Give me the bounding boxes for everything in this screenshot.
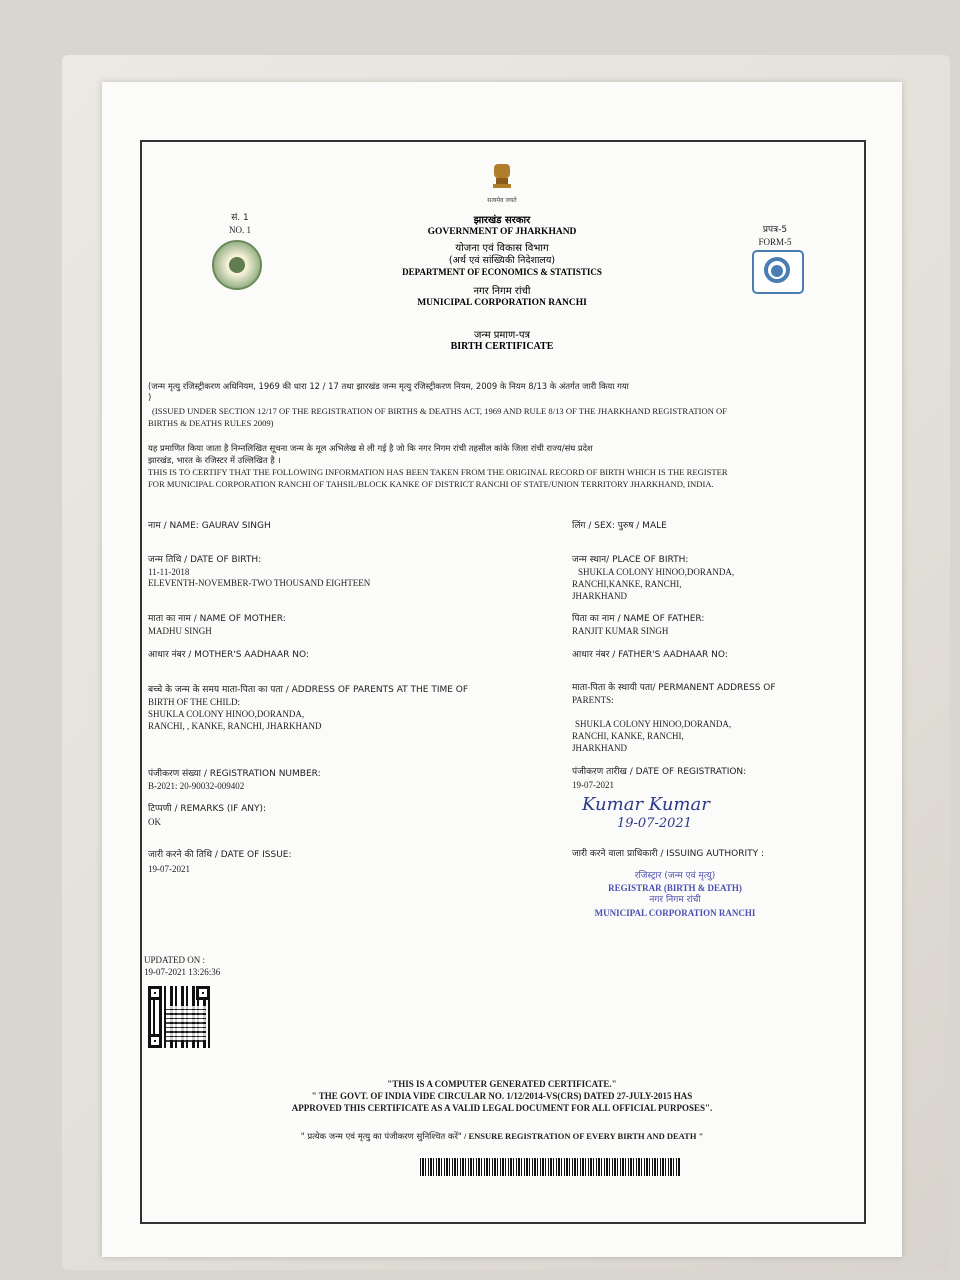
ensure-registration-note [202, 1130, 802, 1143]
registration-date-label: पंजीकरण तारीख / DATE OF REGISTRATION: [572, 767, 747, 777]
corp-name-hi: नगर निगम रांची [473, 286, 531, 297]
child-name-field [148, 520, 271, 532]
directorate-name-hi: (अर्थ एवं सांख्यिकी निदेशालय) [448, 255, 556, 266]
corp-name-en: MUNICIPAL CORPORATION RANCHI [417, 298, 587, 308]
remarks-label: टिप्पणी / REMARKS (IF ANY): [148, 804, 267, 814]
crs-logo-icon [752, 250, 804, 294]
registrar-title-hi: रजिस्ट्रार (जन्म एवं मृत्यु) [634, 871, 716, 881]
barcode-icon [420, 1158, 680, 1176]
certify-text-hi: यह प्रमाणित किया जाता है निम्नलिखित सूचना जन्म के मूल अभिलेख से ली गई है जो कि नगर निगम रांची तहसील कांके जिला रांची राज्य/संघ प्रदेश [148, 443, 593, 453]
issue-date-value: 19-07-2021 [148, 864, 190, 874]
dept-name-en: DEPARTMENT OF ECONOMICS & STATISTICS [402, 267, 602, 277]
serial-label-hi: सं. 1 [231, 213, 249, 223]
certificate-paper [102, 82, 902, 1257]
registrar-signature-name: Kumar Kumar [582, 794, 710, 815]
address-birth-line-2: RANCHI, , KANKE, RANCHI, JHARKHAND [148, 721, 322, 731]
legal-validity-note: APPROVED THIS CERTIFICATE AS A VALID LEGAL DOCUMENT FOR ALL OFFICIAL PURPOSES". [291, 1103, 713, 1113]
issue-date-label: जारी करने की तिथि / DATE OF ISSUE: [148, 850, 292, 860]
certify-text-en: THIS IS TO CERTIFY THAT THE FOLLOWING INFORMATION HAS BEEN TAKEN FROM THE ORIGINAL RECORD OF BIRTH WHICH IS THE REGISTER [148, 467, 728, 477]
sex-label: लिंग / SEX: [572, 521, 615, 531]
place-of-birth-line-3: JHARKHAND [572, 591, 628, 601]
mother-name-value: MADHU SINGH [148, 626, 212, 636]
serial-label-en: NO. 1 [229, 225, 251, 235]
remarks-value: OK [148, 817, 161, 827]
sex-value: पुरुष / MALE [617, 521, 667, 531]
issued-under-hi-close: ) [148, 393, 152, 403]
issued-under-hi: (जन्म मृत्यु रजिस्ट्रीकरण अधिनियम, 1969 की धारा 12 / 17 तथा झारखंड जन्म मृत्यु रजिस्ट्रीकरण नियम, 2009 के नियम 8/13 के अंतर्गत जारी किया गया [148, 381, 629, 391]
mother-aadhaar-label: आधार नंबर / MOTHER'S AADHAAR NO: [148, 650, 309, 660]
issuing-authority-label: जारी करने वाला प्राधिकारी / ISSUING AUTHORITY : [572, 849, 765, 859]
child-name-label: नाम / NAME: [148, 521, 199, 531]
jharkhand-seal-icon [212, 240, 262, 290]
address-birth-line-1: SHUKLA COLONY HINOO,DORANDA, [148, 709, 305, 719]
registrar-corp-en: MUNICIPAL CORPORATION RANCHI [594, 908, 756, 918]
govt-name-en: GOVERNMENT OF JHARKHAND [427, 227, 577, 237]
issued-under-en: (ISSUED UNDER SECTION 12/17 OF THE REGISTRATION OF BIRTHS & DEATHS ACT, 1969 AND RULE 8/13 OF THE JHARKHAND REGISTRATION OF [152, 406, 728, 416]
dob-words: ELEVENTH-NOVEMBER-TWO THOUSAND EIGHTEEN [148, 578, 371, 588]
permanent-address-line-2: RANCHI, KANKE, RANCHI, [572, 731, 684, 741]
dob-value: 11-11-2018 [148, 567, 190, 577]
form-label-hi: प्रपत्र-5 [762, 225, 788, 235]
form-label-en: FORM-5 [758, 237, 792, 247]
certificate-title-en: BIRTH CERTIFICATE [450, 341, 554, 352]
govt-circular-note: " THE GOVT. OF INDIA VIDE CIRCULAR NO. 1/12/2014-VS(CRS) DATED 27-JULY-2015 HAS [311, 1091, 693, 1101]
dept-name-hi: योजना एवं विकास विभाग [455, 243, 549, 254]
registrar-title-en: REGISTRAR (BIRTH & DEATH) [608, 883, 742, 893]
ensure-registration-en: / ENSURE REGISTRATION OF EVERY BIRTH AND DEATH " [463, 1131, 704, 1141]
dob-label: जन्म तिथि / DATE OF BIRTH: [148, 555, 262, 565]
address-birth-label: बच्चे के जन्म के समय माता-पिता का पता / ADDRESS OF PARENTS AT THE TIME OF [148, 685, 469, 695]
father-name-label: पिता का नाम / NAME OF FATHER: [572, 614, 705, 624]
computer-generated-note: "THIS IS A COMPUTER GENERATED CERTIFICATE." [387, 1079, 617, 1089]
updated-on-label: UPDATED ON : [144, 955, 206, 965]
permanent-address-label-2: PARENTS: [572, 695, 614, 705]
address-birth-label-2: BIRTH OF THE CHILD: [148, 697, 241, 707]
permanent-address-line-3: JHARKHAND [572, 743, 628, 753]
registrar-signature-date: 19-07-2021 [617, 816, 692, 831]
registrar-corp-hi: नगर निगम रांची [649, 895, 701, 905]
registration-number-value: B-2021: 20-90032-009402 [148, 781, 245, 791]
issued-under-en-2: BIRTHS & DEATHS RULES 2009) [148, 418, 274, 428]
mother-name-label: माता का नाम / NAME OF MOTHER: [148, 614, 286, 624]
permanent-address-line-1: SHUKLA COLONY HINOO,DORANDA, [575, 719, 732, 729]
registration-number-label: पंजीकरण संख्या / REGISTRATION NUMBER: [148, 769, 321, 779]
registration-date-value: 19-07-2021 [572, 780, 614, 790]
emblem-motto: सत्यमेव जयते [487, 197, 517, 204]
father-name-value: RANJIT KUMAR SINGH [572, 626, 669, 636]
updated-on-value: 19-07-2021 13:26:36 [144, 967, 221, 977]
ensure-registration-hi: " प्रत्येक जन्म एवं मृत्यु का पंजीकरण सुनिश्चित करें" [300, 1132, 462, 1142]
certify-text-hi-2: झारखंड, भारत के रजिस्टर में उल्लिखित है । [148, 455, 281, 465]
govt-name-hi: झारखंड सरकार [473, 215, 531, 226]
certificate-title-hi: जन्म प्रमाण-पत्र [473, 330, 531, 341]
place-of-birth-label: जन्म स्थान/ PLACE OF BIRTH: [572, 555, 689, 565]
permanent-address-label: माता-पिता के स्थायी पता/ PERMANENT ADDRESS OF [572, 683, 776, 693]
sex-field [572, 520, 667, 532]
place-of-birth-line-1: SHUKLA COLONY HINOO,DORANDA, [578, 567, 735, 577]
place-of-birth-line-2: RANCHI,KANKE, RANCHI, [572, 579, 682, 589]
qr-code-icon [148, 986, 210, 1048]
state-emblem-icon [490, 162, 514, 194]
child-name-value: GAURAV SINGH [201, 521, 271, 531]
father-aadhaar-label: आधार नंबर / FATHER'S AADHAAR NO: [572, 650, 728, 660]
certify-text-en-2: FOR MUNICIPAL CORPORATION RANCHI OF TAHSIL/BLOCK KANKE OF DISTRICT RANCHI OF STATE/UNION TERRITORY JHARKHAND, INDIA. [148, 479, 714, 489]
